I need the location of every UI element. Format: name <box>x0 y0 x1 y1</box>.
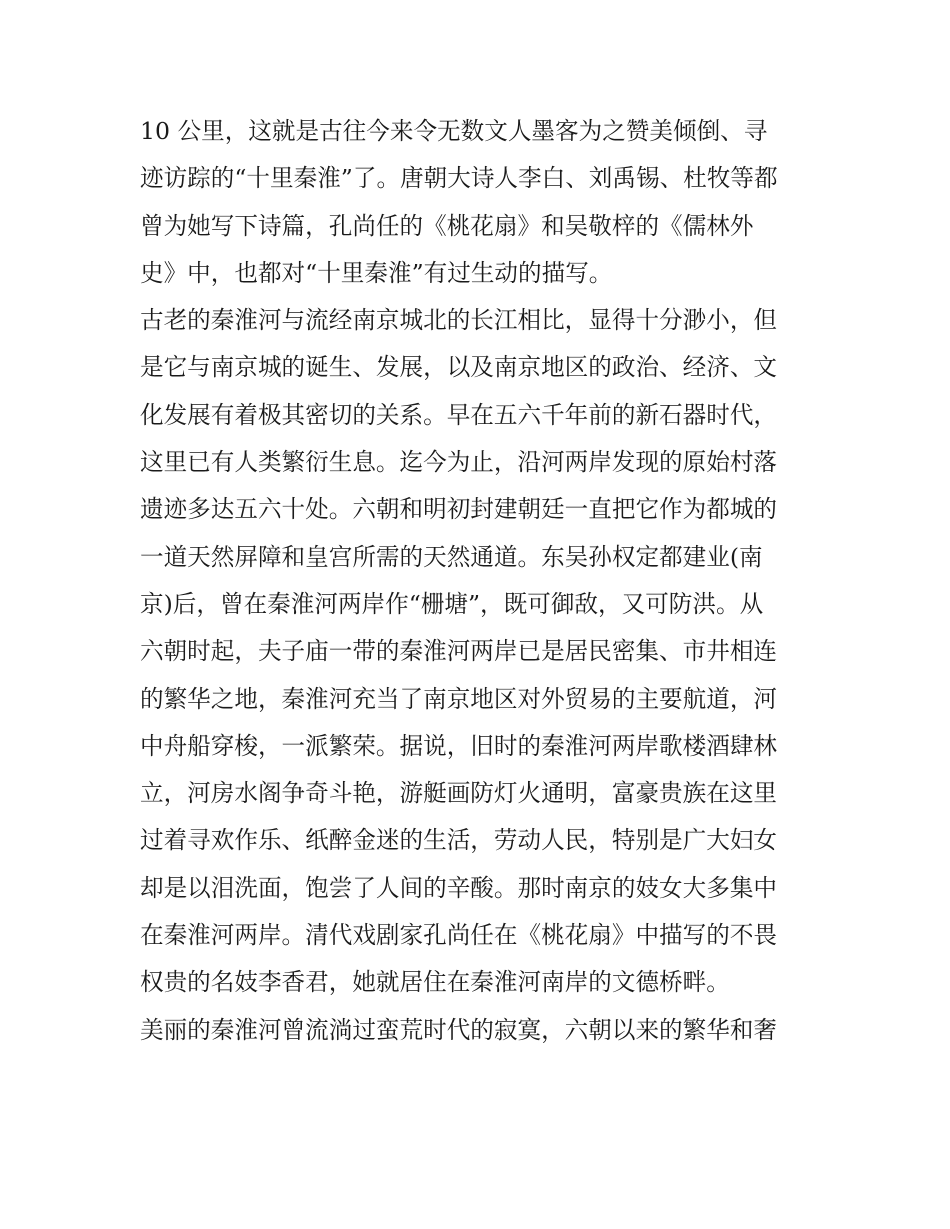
text-line: 六朝时起，夫子庙一带的秦淮河两岸已是居民密集、市井相连 <box>140 637 778 666</box>
text-line: 曾为她写下诗篇，孔尚任的《桃花扇》和吴敬梓的《儒林外 <box>140 211 754 240</box>
text-line: 10 公里，这就是古往今来令无数文人墨客为之赞美倾倒、寻 <box>140 117 768 145</box>
text-line: 这里已有人类繁衍生息。迄今为止，沿河两岸发现的原始村落 <box>140 448 778 477</box>
text-line: 化发展有着极其密切的关系。早在五六千年前的新石器时代， <box>140 400 778 429</box>
text-line: 一道天然屏障和皇宫所需的天然通道。东吴孙权定都建业(南 <box>140 542 763 571</box>
text-line: 迹访踪的“十里秦淮”了。唐朝大诗人李白、刘禹锡、杜牧等都 <box>140 164 778 193</box>
text-line: 在秦淮河两岸。清代戏剧家孔尚任在《桃花扇》中描写的不畏 <box>140 921 778 950</box>
text-line: 是它与南京城的诞生、发展，以及南京地区的政治、经济、文 <box>140 353 778 382</box>
text-line: 的繁华之地，秦淮河充当了南京地区对外贸易的主要航道，河 <box>140 684 778 713</box>
text-line: 美丽的秦淮河曾流淌过蛮荒时代的寂寞，六朝以来的繁华和奢 <box>140 1015 778 1044</box>
text-line: 却是以泪洗面，饱尝了人间的辛酸。那时南京的妓女大多集中 <box>140 873 778 902</box>
text-line: 史》中，也都对“十里秦淮”有过生动的描写。 <box>140 258 613 287</box>
text-line: 京)后，曾在秦淮河两岸作“栅塘”，既可御敌，又可防洪。从 <box>140 589 764 618</box>
text-line: 立，河房水阁争奇斗艳，游艇画防灯火通明，富豪贵族在这里 <box>140 779 778 808</box>
text-line: 权贵的名妓李香君，她就居住在秦淮河南岸的文德桥畔。 <box>140 968 730 997</box>
body-text <box>140 108 820 1054</box>
text-line: 过着寻欢作乐、纸醉金迷的生活，劳动人民，特别是广大妇女 <box>140 826 778 855</box>
text-line: 遗迹多达五六十处。六朝和明初封建朝廷一直把它作为都城的 <box>140 495 778 524</box>
text-line: 古老的秦淮河与流经南京城北的长江相比，显得十分渺小，但 <box>140 306 778 335</box>
text-line: 中舟船穿梭，一派繁荣。据说，旧时的秦淮河两岸歌楼酒肆林 <box>140 731 778 760</box>
